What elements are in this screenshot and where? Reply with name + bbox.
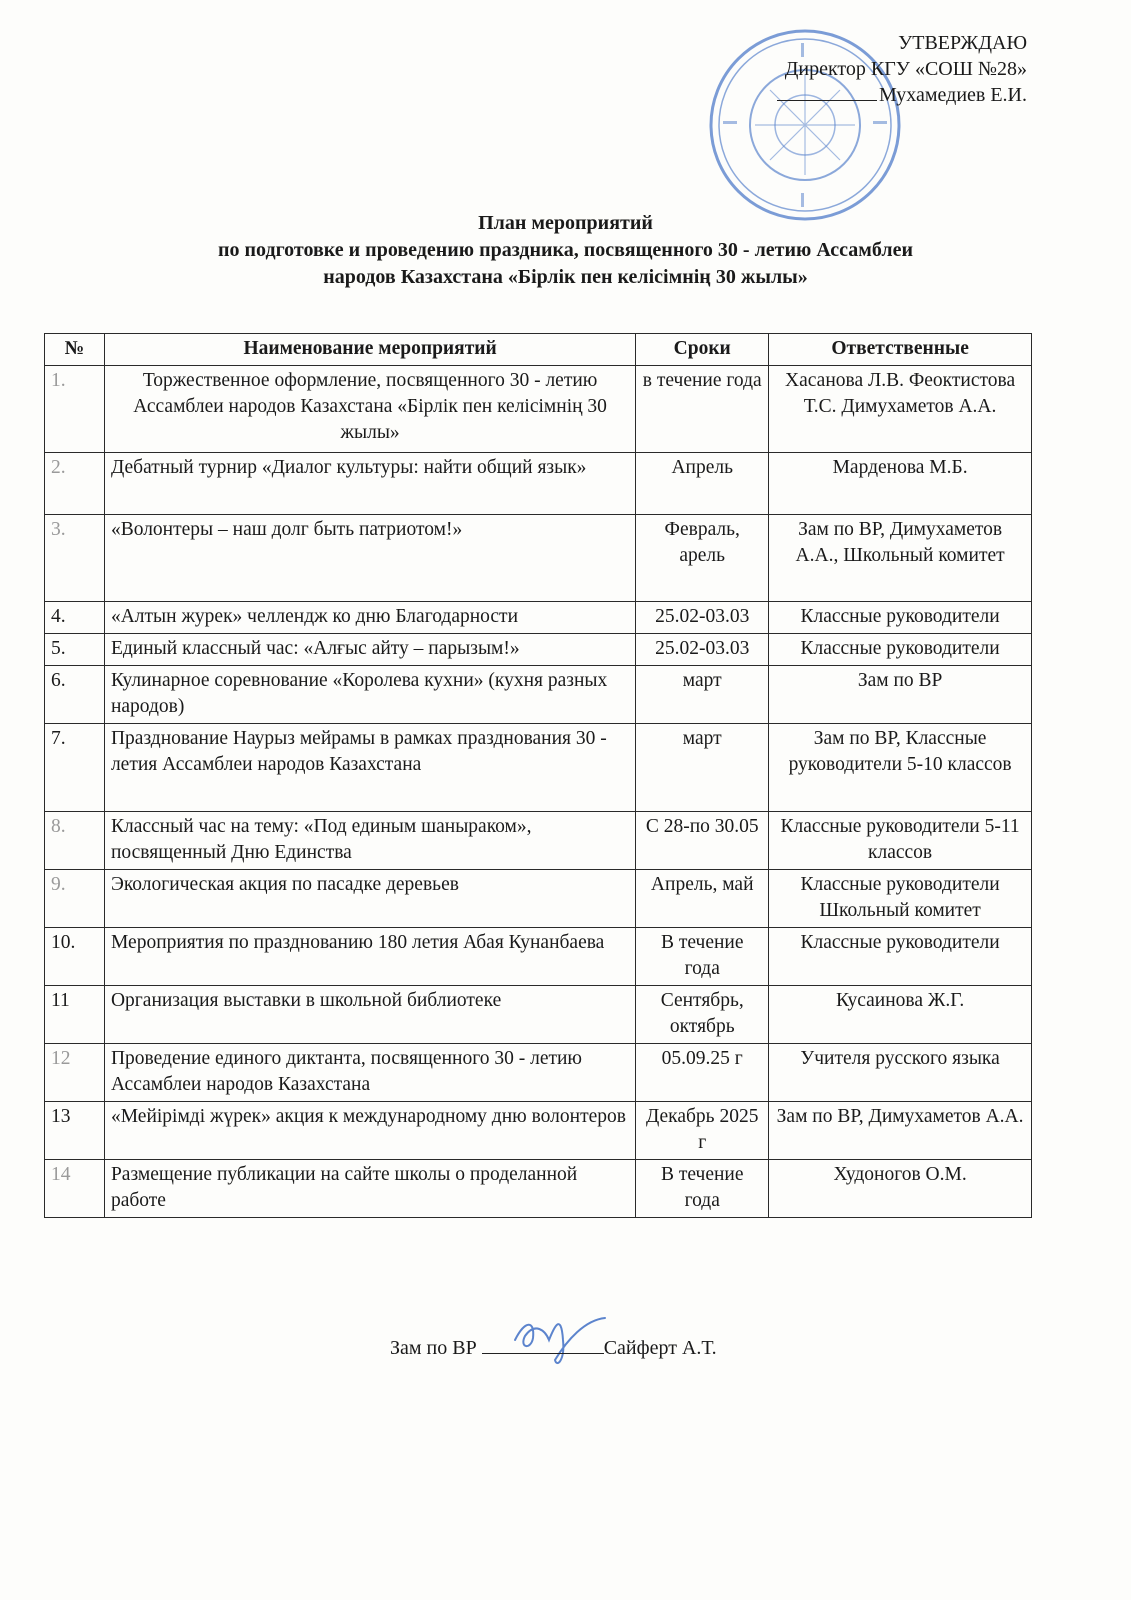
row-number: 13	[45, 1102, 105, 1160]
row-number: 11	[45, 986, 105, 1044]
row-responsible: Классные руководители	[769, 928, 1032, 986]
row-event-name: Классный час на тему: «Под единым шаныраком», посвященный Дню Единства	[104, 812, 635, 870]
row-number: 7.	[45, 724, 105, 812]
approval-signatory	[777, 82, 1027, 108]
table-row	[45, 1044, 1032, 1102]
approval-heading: УТВЕРЖДАЮ	[898, 32, 1027, 54]
row-number: 4.	[45, 602, 105, 634]
row-number: 12	[45, 1044, 105, 1102]
title-line-3: народов Казахстана «Бірлік пен келісімнің 30 жылы»	[323, 266, 808, 288]
header-number: №	[45, 334, 105, 366]
signature-line	[482, 1335, 604, 1354]
approval-name: Мухамедиев Е.И.	[878, 84, 1027, 106]
row-event-name: «Алтын журек» челлендж ко дню Благодарности	[104, 602, 635, 634]
row-event-name: Проведение единого диктанта, посвященного 30 - летию Ассамблеи народов Казахстана	[104, 1044, 635, 1102]
row-responsible: Зам по ВР	[769, 666, 1032, 724]
row-dates: С 28-по 30.05	[636, 812, 769, 870]
table-row	[45, 724, 1032, 812]
row-event-name: Размещение публикации на сайте школы о проделанной работе	[104, 1160, 635, 1218]
table-row	[45, 602, 1032, 634]
row-dates: в течение года	[636, 366, 769, 453]
row-event-name: Празднование Наурыз мейрамы в рамках празднования 30 - летия Ассамблеи народов Казахстана	[104, 724, 635, 812]
row-dates: В течение года	[636, 1160, 769, 1218]
row-event-name: Торжественное оформление, посвященного 30 - летию Ассамблеи народов Казахстана «Бірлік пен келісімнің 30 жылы»	[104, 366, 635, 453]
row-responsible: Кусаинова Ж.Г.	[769, 986, 1032, 1044]
row-number: 9.	[45, 870, 105, 928]
row-responsible: Классные руководители 5-11 классов	[769, 812, 1032, 870]
document-title	[0, 210, 1131, 291]
row-dates: 05.09.25 г	[636, 1044, 769, 1102]
row-dates: Декабрь 2025 г	[636, 1102, 769, 1160]
header-responsible: Ответственные	[769, 334, 1032, 366]
row-number: 10.	[45, 928, 105, 986]
row-dates: Апрель, май	[636, 870, 769, 928]
header-dates: Сроки	[636, 334, 769, 366]
row-dates: 25.02-03.03	[636, 602, 769, 634]
row-number: 5.	[45, 634, 105, 666]
row-event-name: Мероприятия по празднованию 180 летия Абая Кунанбаева	[104, 928, 635, 986]
row-event-name: «Мейірімді жүрек» акция к международному дню волонтеров	[104, 1102, 635, 1160]
row-number: 3.	[45, 515, 105, 602]
table-row	[45, 666, 1032, 724]
row-dates: 25.02-03.03	[636, 634, 769, 666]
row-responsible: Худоногов О.М.	[769, 1160, 1032, 1218]
row-responsible: Зам по ВР, Димухаметов А.А.	[769, 1102, 1032, 1160]
row-responsible: Зам по ВР, Димухаметов А.А., Школьный комитет	[769, 515, 1032, 602]
table-row	[45, 1102, 1032, 1160]
row-dates: март	[636, 724, 769, 812]
approval-block	[777, 30, 1027, 108]
events-table	[44, 333, 1032, 1218]
row-dates: В течение года	[636, 928, 769, 986]
table-row	[45, 870, 1032, 928]
row-dates: Апрель	[636, 453, 769, 515]
header-event-name: Наименование мероприятий	[104, 334, 635, 366]
title-line-1: План мероприятий	[478, 212, 653, 234]
row-number: 1.	[45, 366, 105, 453]
row-dates: Сентябрь, октябрь	[636, 986, 769, 1044]
row-number: 8.	[45, 812, 105, 870]
table-header-row	[45, 334, 1032, 366]
row-responsible: Учителя русского языка	[769, 1044, 1032, 1102]
row-event-name: Кулинарное соревнование «Королева кухни» (кухня разных народов)	[104, 666, 635, 724]
row-responsible: Классные руководители	[769, 634, 1032, 666]
row-event-name: Дебатный турнир «Диалог культуры: найти общий язык»	[104, 453, 635, 515]
row-number: 2.	[45, 453, 105, 515]
row-event-name: Организация выставки в школьной библиотеке	[104, 986, 635, 1044]
table-row	[45, 515, 1032, 602]
table-row	[45, 928, 1032, 986]
title-line-2: по подготовке и проведению праздника, посвященного 30 - летию Ассамблеи	[217, 239, 914, 261]
table-row	[45, 812, 1032, 870]
row-responsible: Марденова М.Б.	[769, 453, 1032, 515]
signature-line	[777, 82, 877, 101]
row-event-name: Экологическая акция по пасадке деревьев	[104, 870, 635, 928]
table-row	[45, 1160, 1032, 1218]
row-responsible: Классные руководители Школьный комитет	[769, 870, 1032, 928]
row-responsible: Зам по ВР, Классные руководители 5-10 классов	[769, 724, 1032, 812]
row-dates: Февраль, арель	[636, 515, 769, 602]
footer-signature	[390, 1335, 717, 1360]
row-event-name: «Волонтеры – наш долг быть патриотом!»	[104, 515, 635, 602]
row-number: 14	[45, 1160, 105, 1218]
table-row	[45, 366, 1032, 453]
row-responsible: Классные руководители	[769, 602, 1032, 634]
row-dates: март	[636, 666, 769, 724]
table-row	[45, 986, 1032, 1044]
row-responsible: Хасанова Л.В. Феоктистова Т.С. Димухаметов А.А.	[769, 366, 1032, 453]
approval-position: Директор КГУ «СОШ №28»	[784, 58, 1027, 80]
table-row	[45, 453, 1032, 515]
footer-name: Сайферт А.Т.	[603, 1337, 717, 1359]
row-event-name: Единый классный час: «Алғыс айту – парызым!»	[104, 634, 635, 666]
table-row	[45, 634, 1032, 666]
row-number: 6.	[45, 666, 105, 724]
footer-role: Зам по ВР	[390, 1337, 477, 1359]
